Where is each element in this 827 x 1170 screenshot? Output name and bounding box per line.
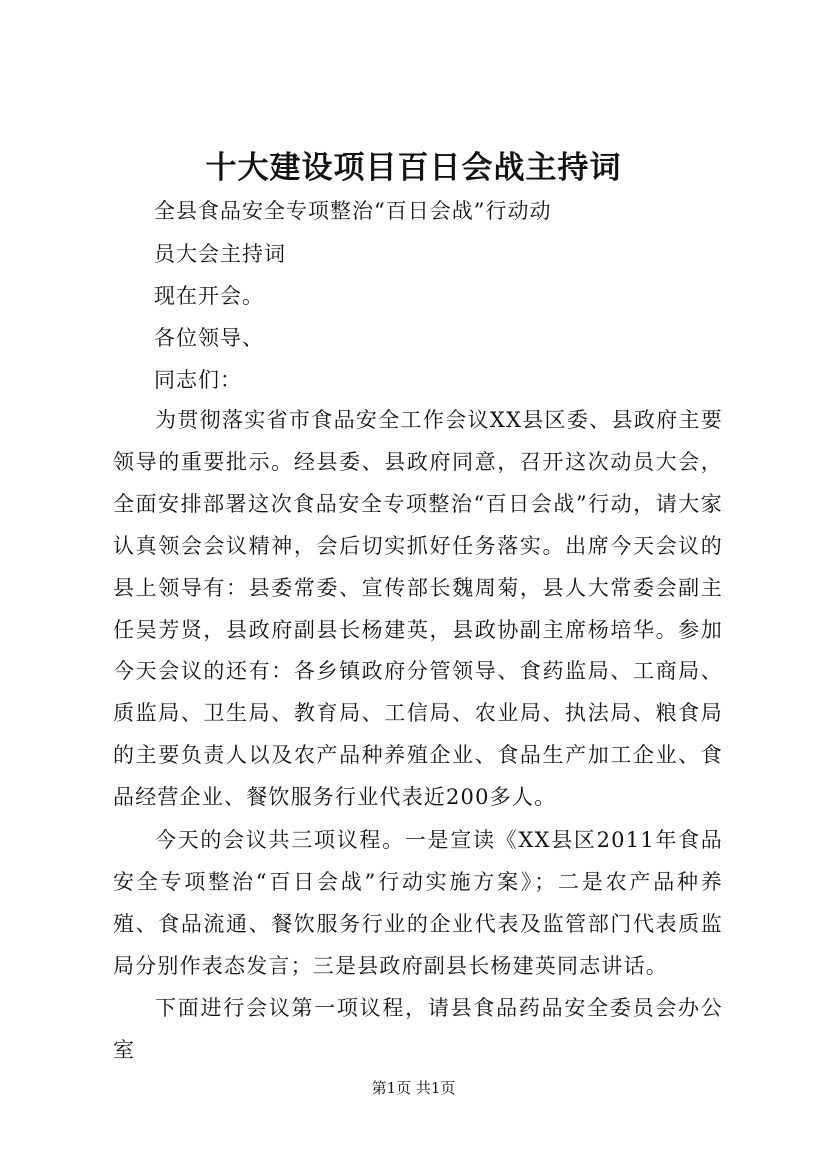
paragraph-2: 今天的会议共三项议程。一是宣读《XX县区2011年食品安全专项整治“百日会战”行动实施方案》；二是农产品种养殖、食品流通、餐饮服务行业的企业代表及监管部门代表质监局分别作表态发言；三是县政府副县长杨建英同志讲话。 xyxy=(113,828,723,978)
paragraph-1: 为贯彻落实省市食品安全工作会议XX县区委、县政府主要领导的重要批示。经县委、县政府同意，召开这次动员大会，全面安排部署这次食品安全专项整治“百日会战”行动，请大家认真领会会议精神，会后切实抓好任务落实。出席今天会议的县上领导有：县委常委、宣传部长魏周菊，县人大常委会副主任吴芳贤，县政府副县长杨建英，县政协副主席杨培华。参加今天会议的还有：各乡镇政府分管领导、食药监局、工商局、质监局、卫生局、教育局、工信局、农业局、执法局、粮食局的主要负责人以及农产品种养殖企业、食品生产加工企业、食品经营企业、餐饮服务行业代表近200多人。 xyxy=(113,408,723,810)
intro-line-3: 现在开会。 xyxy=(154,284,264,308)
intro-line-2: 员大会主持词 xyxy=(154,242,286,266)
page-number-footer: 第1页 共1页 xyxy=(371,1079,456,1097)
document-title: 十大建设项目百日会战主持词 xyxy=(205,150,622,186)
intro-line-1: 全县食品安全专项整治“百日会战”行动动 xyxy=(154,199,552,223)
paragraph-3: 下面进行会议第一项议程，请县食品药品安全委员会办公室 xyxy=(113,996,723,1062)
intro-line-5: 同志们： xyxy=(154,368,242,392)
intro-line-4: 各位领导、 xyxy=(154,326,264,350)
